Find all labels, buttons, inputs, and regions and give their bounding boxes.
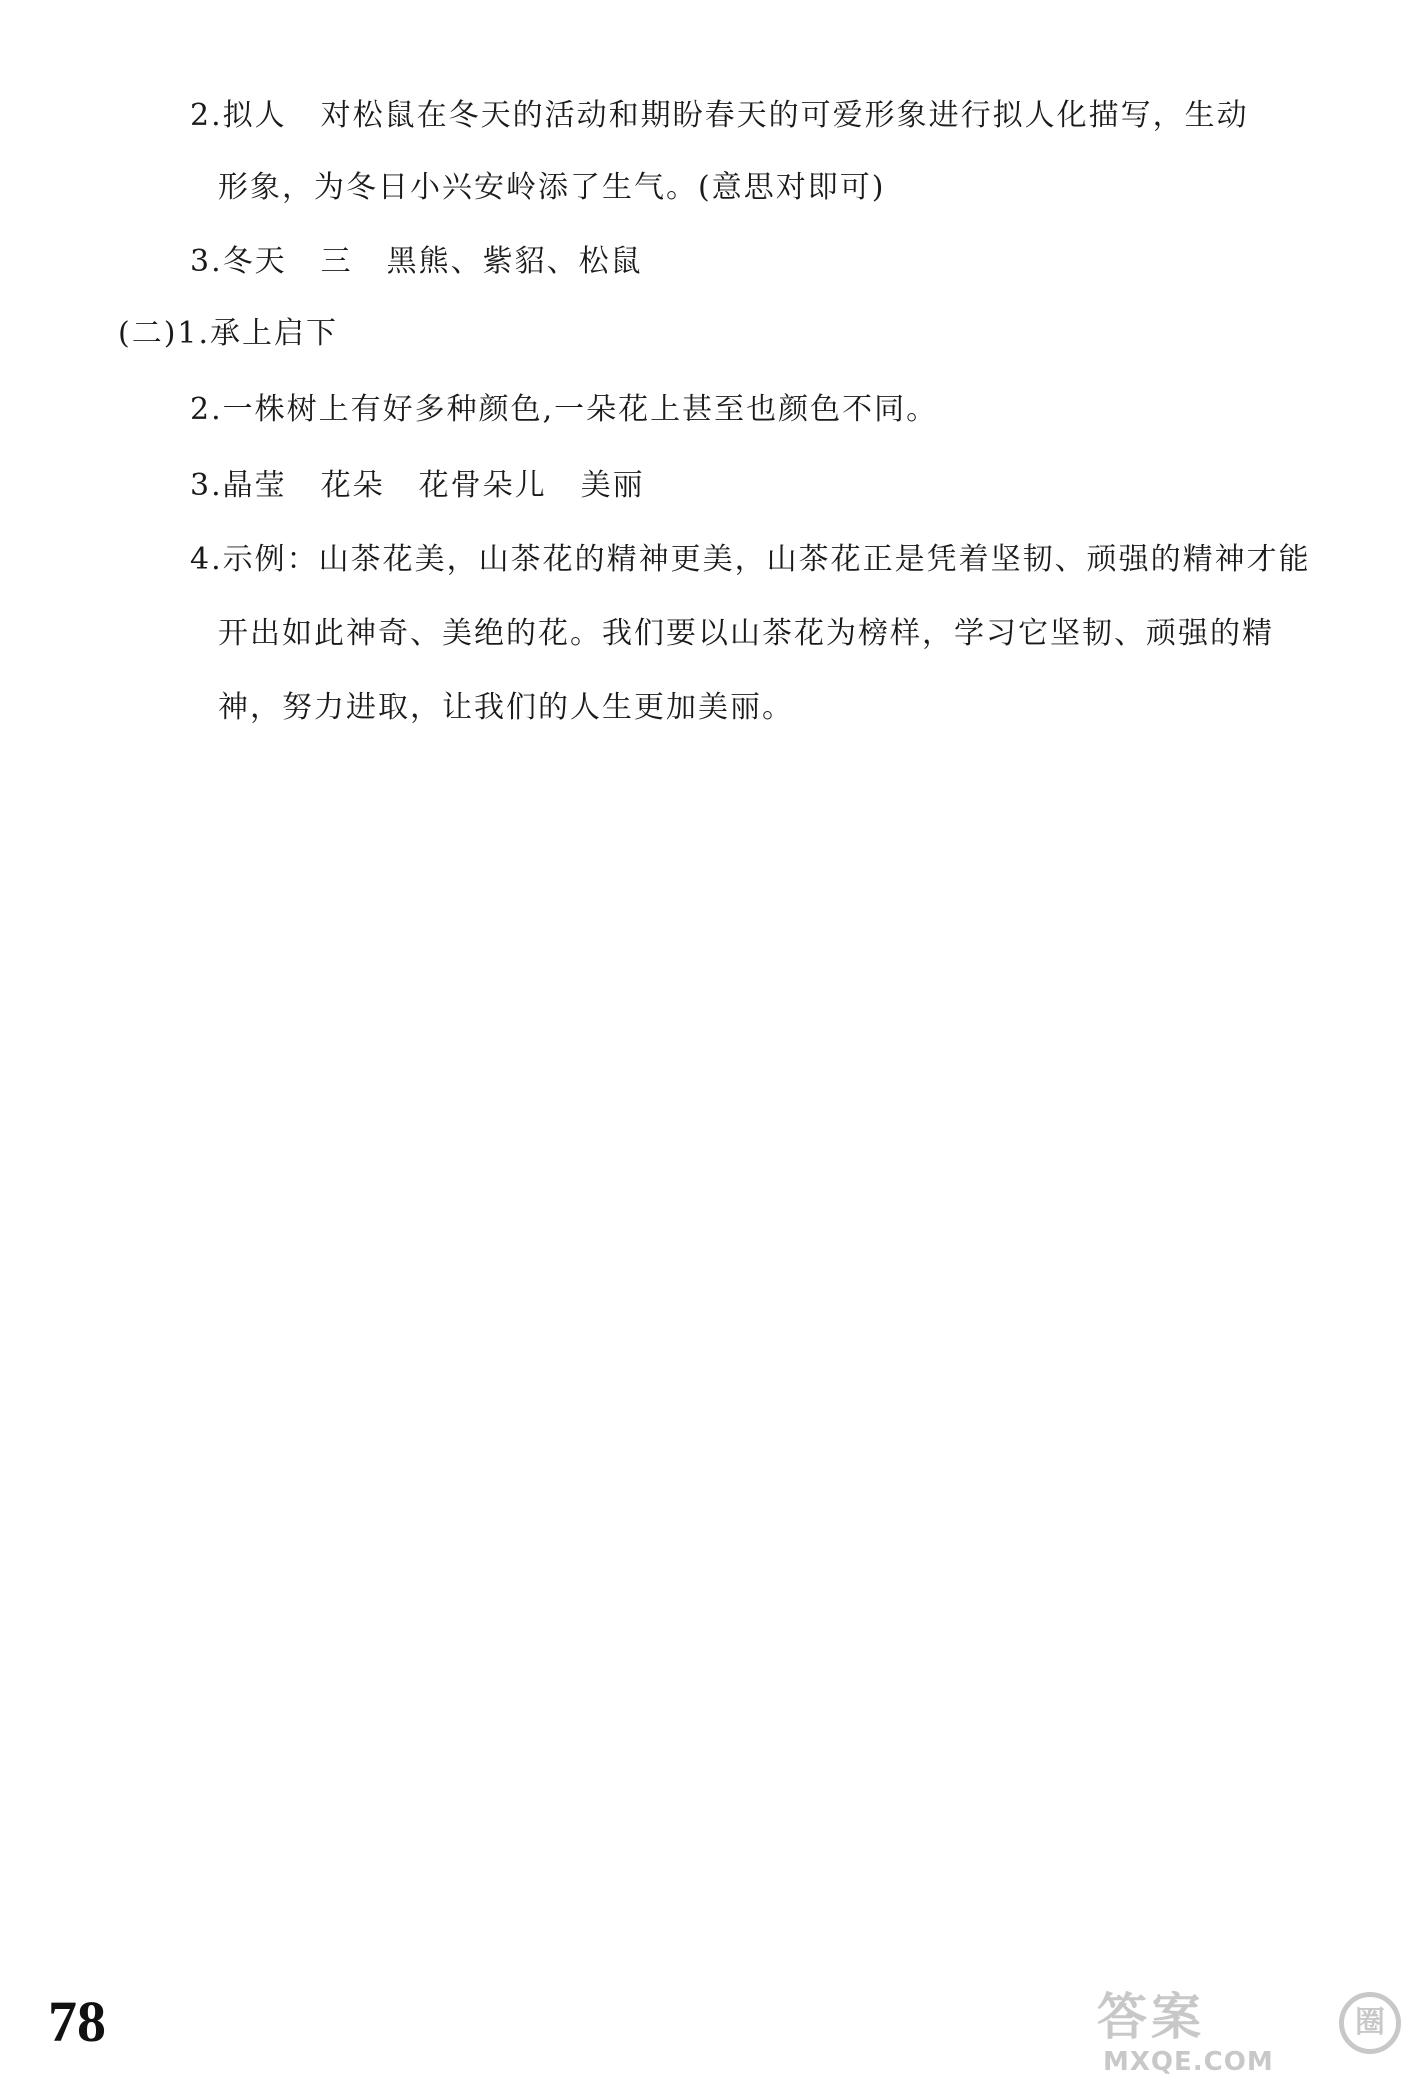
answer-item: 黑熊、紫貂、松鼠 [386,244,643,279]
answer-item: 花朵 [320,468,385,503]
question-number: 2. [190,392,223,427]
watermark-logo [1097,1990,1407,2076]
answer-term: 拟人 [222,98,287,133]
answer-2-1 [118,314,338,354]
answer-item: 晶莹 [222,468,287,503]
answer-1-2-line-2 [218,168,885,208]
watermark-circle-icon: 圈 [1339,1992,1401,2054]
answer-text: 示例：山茶花美，山茶花的精神更美，山茶花正是凭着坚韧、顽强的精神才能 [222,542,1311,577]
watermark-text: 答案 [1097,1988,1205,2046]
answer-text: 开出如此神奇、美绝的花。我们要以山茶花为榜样，学习它坚韧、顽强的精 [218,616,1274,651]
answer-item: 花骨朵儿 [418,468,547,503]
question-number: 3. [190,244,223,279]
answer-2-4-line-1 [190,540,1311,580]
answer-1-3 [190,242,643,282]
answer-item: 美丽 [580,468,645,503]
answer-1-2-line-1 [190,96,1249,136]
answer-text: 一株树上有好多种颜色,一朵花上甚至也颜色不同。 [222,392,939,427]
answer-2-3 [190,466,645,506]
page-number: 78 [48,1989,106,2054]
question-number: 4. [190,542,223,577]
question-number: 1. [177,316,211,351]
answer-item: 三 [320,244,353,279]
answer-2-4-line-2 [218,614,1274,654]
answer-text: 承上启下 [210,316,339,351]
question-number: 2. [190,98,223,133]
answer-text: 形象，为冬日小兴安岭添了生气。(意思对即可) [218,170,886,205]
answer-2-2 [190,390,938,430]
answer-text: 神，努力进取，让我们的人生更加美丽。 [218,690,794,725]
section-label: (二) [118,316,178,351]
watermark-url: MXQE.COM [1103,2047,1274,2077]
answer-item: 冬天 [222,244,287,279]
answer-2-4-line-3 [218,688,794,728]
question-number: 3. [190,468,223,503]
answer-text: 对松鼠在冬天的活动和期盼春天的可爱形象进行拟人化描写，生动 [320,98,1249,133]
